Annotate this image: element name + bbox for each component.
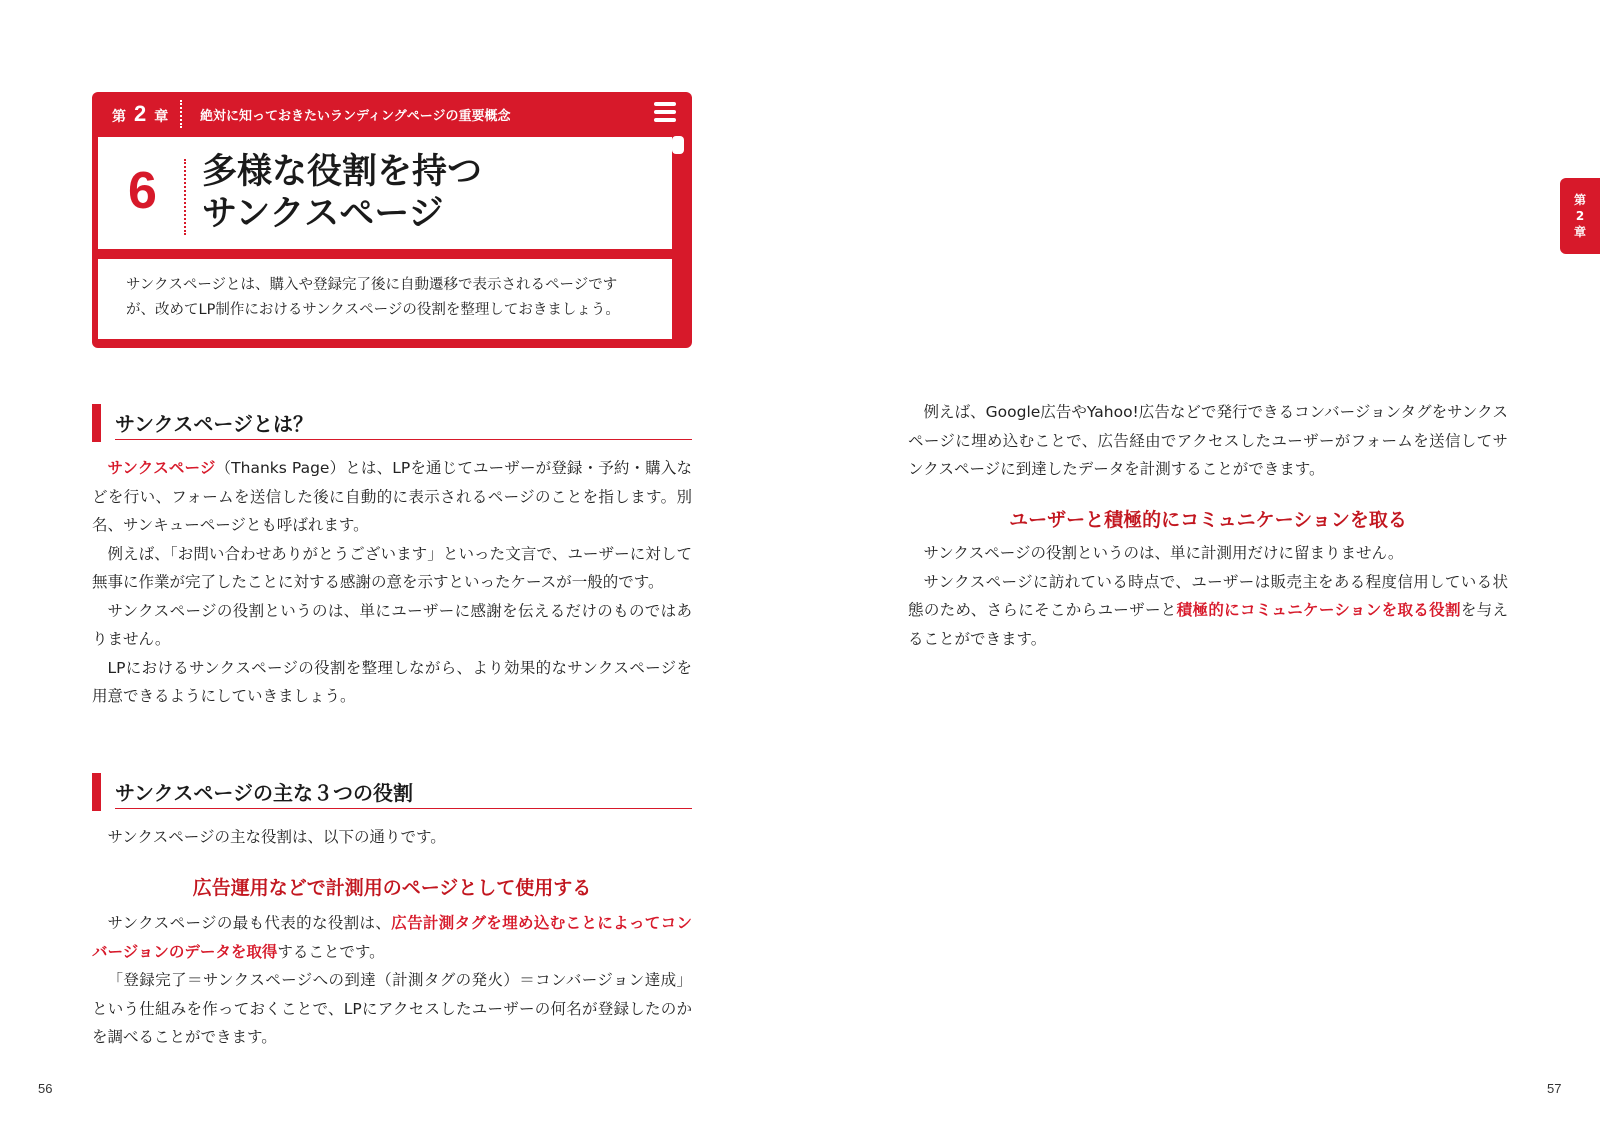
section-title-box — [98, 137, 672, 249]
heading-rule — [115, 808, 692, 809]
right-page — [800, 0, 1600, 1135]
body-block-1 — [92, 454, 692, 711]
keyword-highlight: 広告計測タグを埋め込むことによってコンバージョンのデータを取得 — [92, 914, 692, 961]
chapter-side-tab — [1560, 178, 1600, 254]
sub-heading-communication: ユーザーと積極的にコミュニケーションを取る — [1009, 509, 1407, 531]
heading-rule — [115, 439, 692, 440]
paragraph: 例えば、Google広告やYahoo!広告などで発行できるコンバージョンタグをサンクスページに埋め込むことで、広告経由でアクセスしたユーザーがフォームを送信してサンクスページに到達したデータを計測することができます。 — [908, 403, 1508, 478]
paragraph-text: サンクスページの最も代表的な役割は、 — [107, 914, 392, 932]
menu-icon — [654, 102, 676, 124]
paragraph: サンクスページの主な役割は、以下の通りです。 — [107, 828, 446, 846]
section-title-line2: サンクスページ — [202, 194, 444, 234]
intro-line2: が、改めてLP制作におけるサンクスページの役割を整理しておきましょう。 — [126, 302, 620, 318]
scroll-knob-decoration — [672, 136, 684, 154]
section-title-line1: 多様な役割を持つ — [202, 152, 483, 192]
tab-char-3: 章 — [1573, 225, 1586, 239]
paragraph: サンクスページの役割というのは、単にユーザーに感謝を伝えるだけのものではありません。 — [92, 601, 692, 648]
paragraph-text: （Thanks Page）とは、LPを通じてユーザーが登録・予約・購入などを行い、フォームを送信した後に自動的に表示されるページのことを指します。別名、サンキューページとも呼ばれます。 — [92, 459, 692, 534]
paragraph: LPにおけるサンクスページの役割を整理しながら、より効果的なサンクスページを用意できるようにしていきましょう。 — [92, 658, 692, 705]
section-intro — [126, 273, 656, 323]
body-block-2 — [92, 823, 692, 852]
chapter-label-suffix: 章 — [154, 109, 169, 125]
section-title — [202, 151, 482, 235]
paragraph: サンクスページの役割というのは、単に計測用だけに留まりません。 — [923, 544, 1404, 562]
section-number: 6 — [128, 162, 157, 220]
paragraph — [908, 568, 1508, 654]
page-number-left: 56 — [38, 1081, 53, 1096]
chapter-header-card — [92, 92, 692, 348]
paragraph-text: することです。 — [277, 942, 385, 961]
paragraph-text: を与えることができます。 — [908, 601, 1508, 648]
keyword-highlight: 積極的にコミュニケーションを取る役割 — [1176, 601, 1461, 619]
tab-char-2: 2 — [1575, 209, 1585, 223]
paragraph: 例えば、「お問い合わせありがとうございます」といった文言で、ユーザーに対して無事に作業が完了したことに対する感謝の意を示すといったケースが一般的です。 — [92, 544, 692, 591]
paragraph — [92, 909, 692, 966]
chapter-divider — [180, 100, 182, 128]
chapter-label — [112, 101, 168, 127]
section-intro-box — [98, 259, 672, 339]
heading-text: サンクスページとは？ — [115, 412, 313, 436]
body-block-3 — [92, 909, 692, 1052]
chapter-title: 絶対に知っておきたいランディングページの重要概念 — [200, 109, 511, 124]
tab-char-1: 第 — [1573, 193, 1586, 207]
page-number-right: 57 — [1547, 1081, 1562, 1096]
heading-text: サンクスページの主な３つの役割 — [115, 781, 413, 805]
chapter-label-prefix: 第 — [112, 109, 126, 125]
chapter-bar — [92, 92, 692, 134]
paragraph — [92, 454, 692, 540]
intro-line1: サンクスページとは、購入や登録完了後に自動遷移で表示されるページです — [126, 277, 618, 293]
paragraph: 「登録完了＝サンクスページへの到達（計測タグの発火）＝コンバージョン達成」という仕組みを作っておくことで、LPにアクセスしたユーザーの何名が登録したのかを調べることができます。 — [92, 971, 692, 1046]
body-block-4 — [908, 398, 1508, 484]
chapter-number: 2 — [134, 101, 147, 126]
title-divider — [184, 159, 186, 235]
heading-three-roles — [92, 773, 692, 811]
body-block-5 — [908, 539, 1508, 653]
keyword-highlight: サンクスページ — [107, 459, 216, 477]
sub-heading-measurement: 広告運用などで計測用のページとして使用する — [192, 877, 592, 899]
heading-what-is-thanks-page — [92, 404, 692, 442]
paragraph-text: サンクスページに訪れている時点で、ユーザーは販売主をある程度信用している状態のため、さらにそこからユーザーと — [908, 572, 1508, 619]
